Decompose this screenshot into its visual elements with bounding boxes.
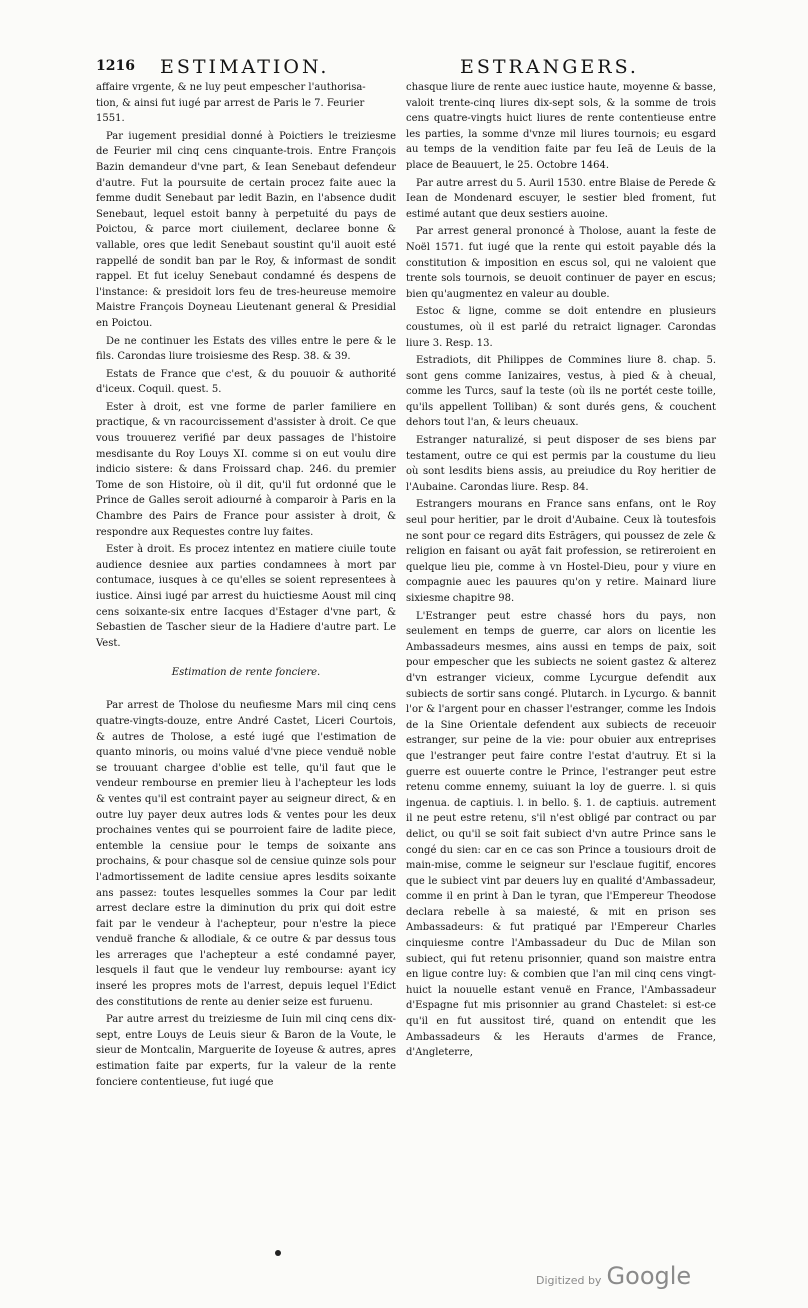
paragraph: Par autre arrest du treiziesme de Iuin mil cinq cens dix-sept, entre Louys de Leuis sieur & Baron de la Voute, le sieur de Montcalin, Marguerite de Ioyeuse & autres, apres estimation faite par experts, fur la valeur de la rente fonciere contentieuse, fut iugé que [96, 1014, 396, 1088]
paragraph: Estrangers mourans en France sans enfans, ont le Roy seul pour heritier, par le droit d'Aubaine. Ceux là toutesfois ne sont pour ce regard dits Estrãgers, qui poussez de zele & religion en faisant ou ayãt fait profession, se retireroient en quelque lieu pie, comme à vn Hostel-Dieu, pour y viure en compagnie auec les pauures qu'on y retire. Mainard liure sixiesme chapitre 98. [406, 499, 716, 604]
paragraph: Par arrest general prononcé à Tholose, auant la feste de Noël 1571. fut iugé que la rente qui estoit payable dés la constitution & imposition en escus sol, qui ne valoient que trente sols tournois, se deuoit continuer de payer en escus; bien qu'augmentez en valeur au double. [406, 226, 716, 300]
running-header [0, 58, 808, 80]
paragraph: Estats de France que c'est, & du pouuoir & authorité d'iceux. Coquil. quest. 5. [96, 368, 396, 396]
paragraph: Par arrest de Tholose du neufiesme Mars mil cinq cens quatre-vingts-douze, entre André Castet, Liceri Courtois, & autres de Tholose, a esté iugé que l'estimation de quanto minoris, ou moins valué d'vne piece venduë noble se trouuant chargee d'oblie est telle, qu'il faut que le vendeur rembourse en premier lieu à l'achepteur les lods & ventes qu'il est contraint payer au seigneur direct, & en outre luy payer deux autres lods & ventes pour les deux prochaines ventes qui se pourroient faire de ladite piece, entemble la censiue pour le temps de soixante ans prochains, & pour chasque sol de censiue quinze sols pour l'admortissement de ladite censiue apres lesdits soixante ans passez: toutes lesquelles sommes la Cour par ledit arrest declare estre la diminution du prix qui doit estre fait par le vendeur à l'achepteur, pour n'estre la piece venduë franche & allodiale, & ce outre & par dessus tous les arrerages que l'achepteur a esté condamné payer, lesquels il faut que le vendeur luy rembourse: ayant icy inseré les propres mots de l'arrest, depuis lequel l'Edict des constitutions de rente au denier seize est furuenu. [96, 700, 396, 1008]
digitization-watermark [536, 1262, 691, 1290]
google-logo: Google [606, 1262, 692, 1290]
right-column [406, 80, 716, 1063]
paragraph: Estradiots, dit Philippes de Commines liure 8. chap. 5. sont gens comme Ianizaires, vestus, à pied & à cheual, comme les Turcs, sauf la teste (où ils ne portét ceste toille, qu'ils appellent Tolliban) & sont durés gens, & couchent dehors tout l'an, & leurs cheuaux. [406, 355, 716, 429]
digitized-by-label: Digitized by [536, 1274, 602, 1287]
paragraph: Ester à droit. Es procez intentez en matiere ciuile toute audience desniee aux parties condamnees à mort par contumace, iusques à ce qu'elles se soient representees à iustice. Ainsi iugé par arrest du huictiesme Aoust mil cinq cens soixante-six entre Iacques d'Estager d'vne part, & Sebastien de Tascher sieur de la Hadiere d'autre part. Le Vest. [96, 544, 396, 649]
paragraph: chasque liure de rente auec iustice haute, moyenne & basse, valoit trente-cinq liures dix-sept sols, & la somme de trois cens quatre-vingts huict liures de rente contentieuse entre les parties, la somme d'vnze mil liures tournois; eu esgard au temps de la vendition faite par feu Ieã de Leuis de la place de Beauuert, le 25. Octobre 1464. [406, 82, 716, 171]
paragraph: Estoc & ligne, comme se doit entendre en plusieurs coustumes, où il est parlé du retraict lignager. Carondas liure 3. Resp. 13. [406, 306, 716, 349]
right-running-title: ESTRANGERS. [460, 56, 639, 78]
page-number: 1216 [96, 58, 135, 74]
left-column [96, 80, 396, 1092]
left-running-title: ESTIMATION. [160, 56, 330, 78]
paragraph: affaire vrgente, & ne luy peut empescher l'authorisa- tion, & ainsi fut iugé par arrest de Paris le 7. Feurier 1551. [96, 82, 366, 125]
section-heading: Estimation de rente fonciere. [171, 667, 321, 679]
paragraph: Par autre arrest du 5. Auril 1530. entre Blaise de Perede & Iean de Mondenard escuyer, le sestier bled froment, fut estimé autant que deux sestiers auoine. [406, 177, 716, 220]
paragraph: De ne continuer les Estats des villes entre le pere & le fils. Carondas liure troisiesme des Resp. 38. & 39. [96, 335, 396, 363]
ink-spot [275, 1250, 281, 1256]
paragraph: Par iugement presidial donné à Poictiers le treiziesme de Feurier mil cinq cens cinquante-trois. Entre François Bazin demandeur d'vne part, & Iean Senebaut defendeur d'autre. Fut la poursuite de certain procez faite auec la femme dudit Senebaut par ledit Bazin, en l'absence dudit Senebaut, lequel estoit banny à perpetuité du pays de Poictou, & parce mort ciuilement, declaree bonne & vallable, ores que ledit Senebaut soustint qu'il auoit esté rappellé de sondit ban par le Roy, & informast de sondit rappel. Et fut iceluy Senebaut condamné és despens de l'instance: & presidoit lors feu de tres-heureuse memoire Maistre François Doyneau Lieutenant general & Presidial en Poictou. [96, 130, 396, 329]
paragraph: L'Estranger peut estre chassé hors du pays, non seulement en temps de guerre, car alors on licentie les Ambassadeurs mesmes, ains aussi en temps de paix, soit pour empescher que les subiects ne soient gastez & alterez d'vn estranger vicieux, comme Lycurgue defendit aux subiects de sortir sans congé. Plutarch. in Lycurgo. & bannit l'or & l'argent pour en chasser l'estranger, comme les Indois de la Sine Orientale defendent aux subiects de receuoir estranger, sur peine de la vie: pour obuier aux entreprises que l'estranger peut faire contre l'estat d'autruy. Et si la guerre est ouuerte contre le Prince, l'estranger peut estre retenu comme ennemy, suiuant la loy de guerre. l. si quis ingenua. de captiuis. l. in bello. §. 1. de captiuis. autrement il ne peut estre retenu, s'il n'est obligé par contract ou par delict, ou qu'il se soit fait subiect d'vn autre Prince sans le congé du sien: car en ce cas son Prince a tousiours droit de main-mise, comme le seigneur sur l'esclaue fugitif, encores que le subiect vint par deuers luy en qualité d'Ambassadeur, comme il en print à Dan le tyran, que l'Empereur Theodose declara rebelle à sa maiesté, & mit en prison ses Ambassadeurs: & fut pratiqué par l'Empereur Charles cinquiesme contre l'Ambassadeur du Duc de Milan son subiect, qui fut retenu prisonnier, quand son maistre entra en ligue contre luy: & combien que l'an mil cinq cens vingt-huict la nouuelle estant venuë en France, l'Ambassadeur d'Espagne fut mis prisonnier au grand Chastelet: si est-ce qu'il en fut aussitost tiré, quand on entendit que les Ambassadeurs & les Herauts d'armes de France, d'Angleterre, [406, 610, 716, 1059]
paragraph: Ester à droit, est vne forme de parler familiere en practique, & vn racourcissement d'assister à droit. Ce que vous trouuerez verifié par deux passages de l'histoire mesdisante du Roy Louys XI. comme si on eut voulu dire indicio sistere: & dans Froissard chap. 246. du premier Tome de son Histoire, où il dit, qu'il fut ordonné que le Prince de Galles seroit adiourné à comparoir à Paris en la Chambre des Pairs de France pour assister à droit, & respondre aux Requestes contre luy faites. [96, 401, 396, 538]
paragraph: Estranger naturalizé, si peut disposer de ses biens par testament, outre ce qui est permis par la coustume du lieu où sont lesdits biens assis, au preiudice du Roy heritier de l'Aubaine. Carondas liure. Resp. 84. [406, 435, 716, 493]
